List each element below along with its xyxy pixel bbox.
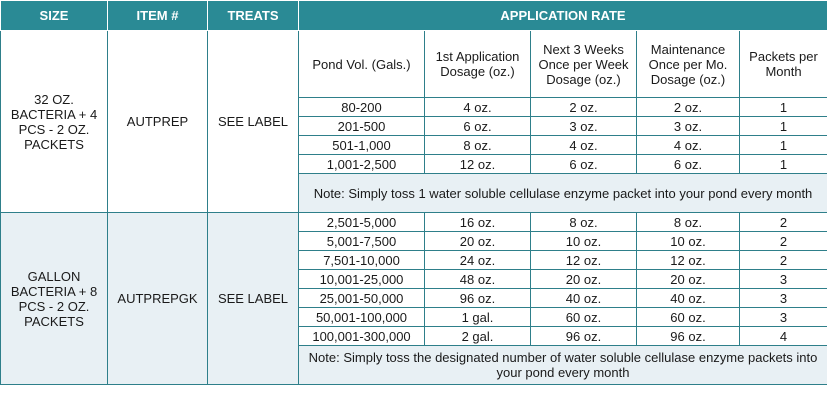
pond-volume: 2,501-5,000 (299, 213, 425, 232)
header-item: ITEM # (108, 1, 208, 31)
weekly-dosage: 2 oz. (531, 98, 637, 117)
packets-per-month: 1 (740, 136, 827, 155)
item-cell: AUTPREPGK (108, 213, 208, 385)
packets-per-month: 3 (740, 289, 827, 308)
weekly-dosage: 4 oz. (531, 136, 637, 155)
monthly-dosage: 2 oz. (637, 98, 740, 117)
header-row (1, 1, 827, 31)
first-dosage: 24 oz. (425, 251, 531, 270)
first-dosage: 12 oz. (425, 155, 531, 174)
pond-volume: 50,001-100,000 (299, 308, 425, 327)
sub-header-maintenance: Maintenance Once per Mo. Dosage (oz.) (637, 31, 740, 98)
size-cell: 32 OZ. BACTERIA + 4 PCS - 2 OZ. PACKETS (1, 31, 108, 213)
weekly-dosage: 10 oz. (531, 232, 637, 251)
note-text: Note: Simply toss 1 water soluble cellulase enzyme packet into your pond every month (299, 174, 827, 213)
monthly-dosage: 10 oz. (637, 232, 740, 251)
header-application-rate: APPLICATION RATE (299, 1, 827, 31)
header-treats: TREATS (208, 1, 299, 31)
weekly-dosage: 6 oz. (531, 155, 637, 174)
first-dosage: 16 oz. (425, 213, 531, 232)
first-dosage: 4 oz. (425, 98, 531, 117)
weekly-dosage: 3 oz. (531, 117, 637, 136)
packets-per-month: 2 (740, 232, 827, 251)
pond-volume: 201-500 (299, 117, 425, 136)
pond-volume: 80-200 (299, 98, 425, 117)
weekly-dosage: 12 oz. (531, 251, 637, 270)
sub-header-first-application: 1st Application Dosage (oz.) (425, 31, 531, 98)
pond-volume: 25,001-50,000 (299, 289, 425, 308)
monthly-dosage: 96 oz. (637, 327, 740, 346)
header-size: SIZE (1, 1, 108, 31)
first-dosage: 48 oz. (425, 270, 531, 289)
monthly-dosage: 12 oz. (637, 251, 740, 270)
treats-cell: SEE LABEL (208, 31, 299, 213)
weekly-dosage: 8 oz. (531, 213, 637, 232)
monthly-dosage: 40 oz. (637, 289, 740, 308)
pond-volume: 1,001-2,500 (299, 155, 425, 174)
size-cell: GALLON BACTERIA + 8 PCS - 2 OZ. PACKETS (1, 213, 108, 385)
packets-per-month: 1 (740, 117, 827, 136)
weekly-dosage: 60 oz. (531, 308, 637, 327)
pond-volume: 10,001-25,000 (299, 270, 425, 289)
sub-header-packets: Packets per Month (740, 31, 827, 98)
monthly-dosage: 6 oz. (637, 155, 740, 174)
note-text: Note: Simply toss the designated number of water soluble cellulase enzyme packets into your pond every month (299, 346, 827, 385)
packets-per-month: 4 (740, 327, 827, 346)
first-dosage: 8 oz. (425, 136, 531, 155)
packets-per-month: 3 (740, 270, 827, 289)
packets-per-month: 2 (740, 251, 827, 270)
treats-cell: SEE LABEL (208, 213, 299, 385)
packets-per-month: 1 (740, 98, 827, 117)
first-dosage: 2 gal. (425, 327, 531, 346)
monthly-dosage: 20 oz. (637, 270, 740, 289)
monthly-dosage: 60 oz. (637, 308, 740, 327)
first-dosage: 20 oz. (425, 232, 531, 251)
sub-header-row (1, 31, 827, 98)
weekly-dosage: 96 oz. (531, 327, 637, 346)
first-dosage: 6 oz. (425, 117, 531, 136)
item-cell: AUTPREP (108, 31, 208, 213)
weekly-dosage: 40 oz. (531, 289, 637, 308)
pond-volume: 501-1,000 (299, 136, 425, 155)
first-dosage: 1 gal. (425, 308, 531, 327)
pond-volume: 5,001-7,500 (299, 232, 425, 251)
monthly-dosage: 8 oz. (637, 213, 740, 232)
packets-per-month: 3 (740, 308, 827, 327)
table-row (1, 213, 827, 232)
monthly-dosage: 4 oz. (637, 136, 740, 155)
weekly-dosage: 20 oz. (531, 270, 637, 289)
monthly-dosage: 3 oz. (637, 117, 740, 136)
first-dosage: 96 oz. (425, 289, 531, 308)
sub-header-pond-vol: Pond Vol. (Gals.) (299, 31, 425, 98)
pond-volume: 7,501-10,000 (299, 251, 425, 270)
sub-header-next-3-weeks: Next 3 Weeks Once per Week Dosage (oz.) (531, 31, 637, 98)
packets-per-month: 1 (740, 155, 827, 174)
packets-per-month: 2 (740, 213, 827, 232)
pond-volume: 100,001-300,000 (299, 327, 425, 346)
